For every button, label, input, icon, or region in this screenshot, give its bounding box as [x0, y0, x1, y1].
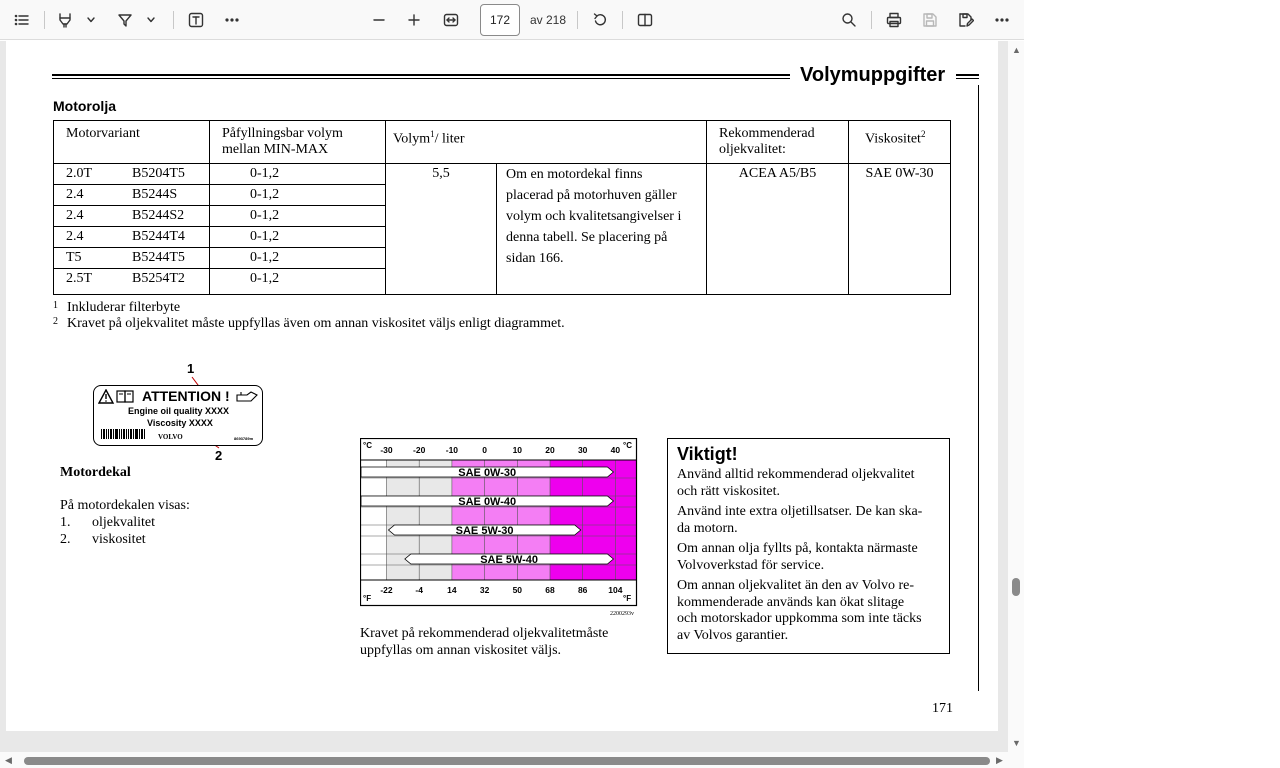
- search-icon[interactable]: [839, 8, 859, 32]
- zoom-in-icon[interactable]: [404, 8, 424, 32]
- highlight-icon[interactable]: [55, 8, 75, 32]
- important-line: och motorskador uppkomma som inte täcks: [677, 611, 922, 626]
- scrollbar-corner: [1008, 752, 1024, 768]
- engine-decal: [93, 385, 263, 446]
- fahrenheit-tick-label: -22: [380, 585, 393, 595]
- celsius-tick-label: 10: [512, 445, 523, 455]
- caption-line: Kravet på rekommenderad oljekvalitetmåste: [360, 626, 609, 641]
- header-volume: [386, 121, 707, 164]
- header-volume-text: Volym: [393, 131, 431, 147]
- list-item: [60, 532, 146, 548]
- celsius-tick-label: -20: [413, 445, 426, 455]
- toolbar-divider: [44, 11, 45, 29]
- figure-code: 2200293v: [610, 611, 634, 617]
- toolbar-divider: [173, 11, 174, 29]
- fill-volume: 0-1,2: [250, 229, 280, 244]
- list-item: [60, 515, 155, 531]
- quality-value: ACEA A5/B5: [738, 166, 817, 181]
- fahrenheit-tick-label: 86: [577, 585, 588, 595]
- cell-fill-volume: [210, 227, 386, 248]
- variant-name: T5: [66, 250, 82, 265]
- cell-variant: [54, 185, 210, 206]
- fill-volume: 0-1,2: [250, 208, 280, 223]
- important-line: kommenderade används kan ökat slitage: [677, 594, 905, 610]
- horizontal-scroll-thumb[interactable]: [24, 757, 990, 765]
- header-fill-volume: [210, 121, 386, 164]
- fahrenheit-unit-label: °F: [623, 594, 632, 603]
- footnote-text: Inkluderar filterbyte: [67, 300, 181, 315]
- fill-volume: 0-1,2: [250, 187, 280, 202]
- rotate-icon[interactable]: [590, 8, 610, 32]
- header-quality-line1: Rekommenderad: [719, 126, 815, 141]
- viscosity-value: SAE 0W-30: [865, 166, 934, 181]
- decal-attention: ATTENTION !: [142, 388, 230, 404]
- volume-value: 5,5: [432, 166, 450, 181]
- cell-variant: [54, 164, 210, 185]
- text-box-icon[interactable]: [186, 8, 206, 32]
- horizontal-scrollbar[interactable]: [0, 752, 1008, 768]
- band-label: SAE 5W-40: [480, 554, 539, 566]
- fahrenheit-tick-label: 68: [545, 585, 555, 595]
- header-rule: [956, 74, 979, 76]
- cell-variant: [54, 248, 210, 269]
- list-item-text: viskositet: [92, 532, 146, 547]
- band-label: SAE 5W-30: [455, 525, 514, 537]
- fahrenheit-tick-label: 104: [608, 585, 623, 595]
- callout-1: 1: [187, 361, 195, 376]
- decal-oil-quality: Engine oil quality XXXX: [128, 406, 230, 416]
- table-header-row: [54, 121, 951, 164]
- blank-area: [1024, 0, 1280, 768]
- cell-variant: [54, 206, 210, 227]
- footnote-mark: 2: [920, 129, 926, 139]
- fill-volume: 0-1,2: [250, 271, 280, 286]
- celsius-tick-label: 40: [610, 445, 621, 455]
- important-paragraph: [677, 504, 941, 537]
- page-number: 171: [932, 701, 953, 716]
- engine-code: B5204T5: [132, 166, 185, 181]
- cell-viscosity: [849, 164, 951, 295]
- vertical-scrollbar[interactable]: [1008, 41, 1024, 752]
- note-line: placerad på motorhuven gäller: [506, 188, 677, 203]
- footnote-1: [53, 300, 180, 316]
- header-variant: [54, 121, 210, 164]
- oil-volume-table: [53, 120, 951, 295]
- decal-code: 8693789m: [234, 436, 254, 441]
- important-line: Använd inte extra oljetillsatser. De kan ska-: [677, 504, 923, 519]
- chevron-down-icon[interactable]: [84, 8, 98, 32]
- decal-viscosity: Viscosity XXXX: [147, 418, 213, 428]
- decal-intro: På motordekalen visas:: [60, 498, 190, 513]
- header-volume-unit: / liter: [434, 131, 465, 147]
- celsius-tick-label: 20: [545, 445, 555, 455]
- draw-icon[interactable]: [115, 8, 135, 32]
- page-margin-rule: [978, 85, 979, 691]
- header-fill-line2: mellan MIN-MAX: [222, 142, 329, 157]
- document-viewer[interactable]: [0, 41, 1008, 752]
- important-line: av Volvos garantier.: [677, 627, 789, 643]
- scroll-right-icon[interactable]: ▶: [996, 755, 1003, 765]
- important-body: [677, 467, 941, 644]
- header-fill-line1: Påfyllningsbar volym: [222, 126, 343, 141]
- save-as-icon[interactable]: [956, 8, 976, 32]
- cell-volume: [386, 164, 497, 295]
- fahrenheit-unit-label: °F: [363, 594, 372, 603]
- toolbar-divider: [577, 11, 578, 29]
- variant-name: 2.5T: [66, 271, 93, 286]
- important-paragraph: [677, 541, 941, 574]
- important-line: Om annan oljekvalitet än den av Volvo re-: [677, 578, 915, 593]
- fit-width-icon[interactable]: [441, 8, 461, 32]
- chevron-down-icon[interactable]: [144, 8, 158, 32]
- engine-code: B5244S: [132, 187, 178, 202]
- decal-brand: VOLVO: [158, 433, 183, 441]
- scroll-up-icon[interactable]: ▲: [1012, 45, 1021, 55]
- scroll-down-icon[interactable]: ▼: [1012, 738, 1021, 748]
- fahrenheit-tick-label: -4: [415, 585, 423, 595]
- pdf-page: [6, 41, 998, 731]
- celsius-unit-label: °C: [623, 441, 632, 450]
- fahrenheit-tick-label: 14: [447, 585, 457, 595]
- band-label: SAE 0W-40: [458, 496, 517, 508]
- cell-quality: [707, 164, 849, 295]
- subsection-title: Motorolja: [53, 98, 116, 114]
- important-paragraph: [677, 578, 941, 644]
- header-viscosity: [849, 121, 951, 164]
- cell-variant: [54, 227, 210, 248]
- important-line: Volvoverkstad för service.: [677, 557, 825, 573]
- list-item-number: 2.: [60, 532, 71, 547]
- cell-fill-volume: [210, 269, 386, 295]
- important-notice-box: [667, 438, 950, 654]
- fill-volume: 0-1,2: [250, 166, 280, 181]
- save-icon[interactable]: [920, 8, 940, 32]
- table-row: [54, 164, 951, 185]
- important-paragraph: [677, 467, 941, 500]
- vertical-scroll-thumb[interactable]: [1012, 578, 1020, 596]
- engine-code: B5244S2: [132, 208, 185, 223]
- header-rule: [52, 78, 790, 79]
- engine-code: B5244T5: [132, 250, 185, 265]
- celsius-tick-label: -30: [380, 445, 393, 455]
- cell-fill-volume: [210, 248, 386, 269]
- footnote-text: Kravet på oljekvalitet måste uppfyllas även om annan viskositet väljs enligt diagrammet.: [67, 316, 565, 331]
- viscosity-chart: [360, 438, 640, 608]
- footnote-mark: 1: [430, 129, 435, 139]
- scroll-left-icon[interactable]: ◀: [5, 755, 12, 765]
- header-rule: [52, 74, 790, 76]
- cell-fill-volume: [210, 185, 386, 206]
- page-view-icon[interactable]: [635, 8, 655, 32]
- contents-icon[interactable]: [12, 8, 32, 32]
- celsius-tick-label: 30: [577, 445, 588, 455]
- variant-name: 2.4: [66, 229, 84, 244]
- cell-variant: [54, 269, 210, 295]
- important-line: Använd alltid rekommenderad oljekvalitet: [677, 467, 915, 482]
- celsius-unit-label: °C: [363, 441, 372, 450]
- cell-decal-note: [497, 164, 707, 295]
- decal-barcode: [101, 429, 147, 439]
- fill-volume: 0-1,2: [250, 250, 280, 265]
- section-title: Volymuppgifter: [800, 64, 946, 86]
- callout-2: 2: [215, 448, 223, 463]
- fahrenheit-tick-label: 32: [479, 585, 490, 595]
- variant-name: 2.0T: [66, 166, 93, 181]
- header-quality-line2: oljekvalitet:: [719, 142, 786, 157]
- important-line: och rätt viskositet.: [677, 483, 781, 499]
- header-rule: [956, 78, 979, 79]
- warning-book-icon: [98, 389, 138, 405]
- important-title: Viktigt!: [677, 444, 738, 464]
- caption-line: uppfyllas om annan viskositet väljs.: [360, 643, 562, 658]
- note-line: Om en motordekal finns: [506, 167, 643, 182]
- header-quality: [707, 121, 849, 164]
- engine-code: B5254T2: [132, 271, 185, 286]
- header-variant-text: Motorvariant: [66, 126, 140, 141]
- cell-fill-volume: [210, 164, 386, 185]
- print-icon[interactable]: [884, 8, 904, 32]
- important-line: da motorn.: [677, 520, 738, 536]
- variant-name: 2.4: [66, 187, 84, 202]
- note-line: denna tabell. Se placering på: [506, 230, 668, 245]
- engine-code: B5244T4: [132, 229, 185, 244]
- oil-can-icon: [235, 389, 259, 403]
- note-line: volym och kvalitetsangivelser i: [506, 209, 682, 224]
- chart-caption: [360, 625, 640, 659]
- footnote-mark: 1: [53, 300, 58, 311]
- variant-name: 2.4: [66, 208, 84, 223]
- toolbar-divider: [871, 11, 872, 29]
- footnote-2: [53, 316, 565, 332]
- fahrenheit-tick-label: 50: [512, 585, 523, 595]
- list-item-number: 1.: [60, 515, 71, 530]
- more-options-icon[interactable]: [992, 8, 1012, 32]
- page-number-input[interactable]: [480, 4, 520, 36]
- toolbar-divider: [622, 11, 623, 29]
- important-line: Om annan olja fyllts på, kontakta närmaste: [677, 541, 918, 556]
- celsius-tick-label: 0: [482, 445, 487, 455]
- more-tools-icon[interactable]: [222, 8, 242, 32]
- decal-heading: Motordekal: [60, 465, 131, 480]
- list-item-text: oljekvalitet: [92, 515, 155, 530]
- footnote-mark: 2: [53, 316, 58, 327]
- pdf-toolbar: [0, 0, 1024, 40]
- celsius-tick-label: -10: [445, 445, 459, 455]
- header-viscosity-text: Viskositet: [865, 131, 921, 147]
- zoom-out-icon[interactable]: [369, 8, 389, 32]
- note-line: sidan 166.: [506, 251, 564, 266]
- page-count-label: av 218: [530, 13, 567, 27]
- band-label: SAE 0W-30: [458, 467, 517, 479]
- cell-fill-volume: [210, 206, 386, 227]
